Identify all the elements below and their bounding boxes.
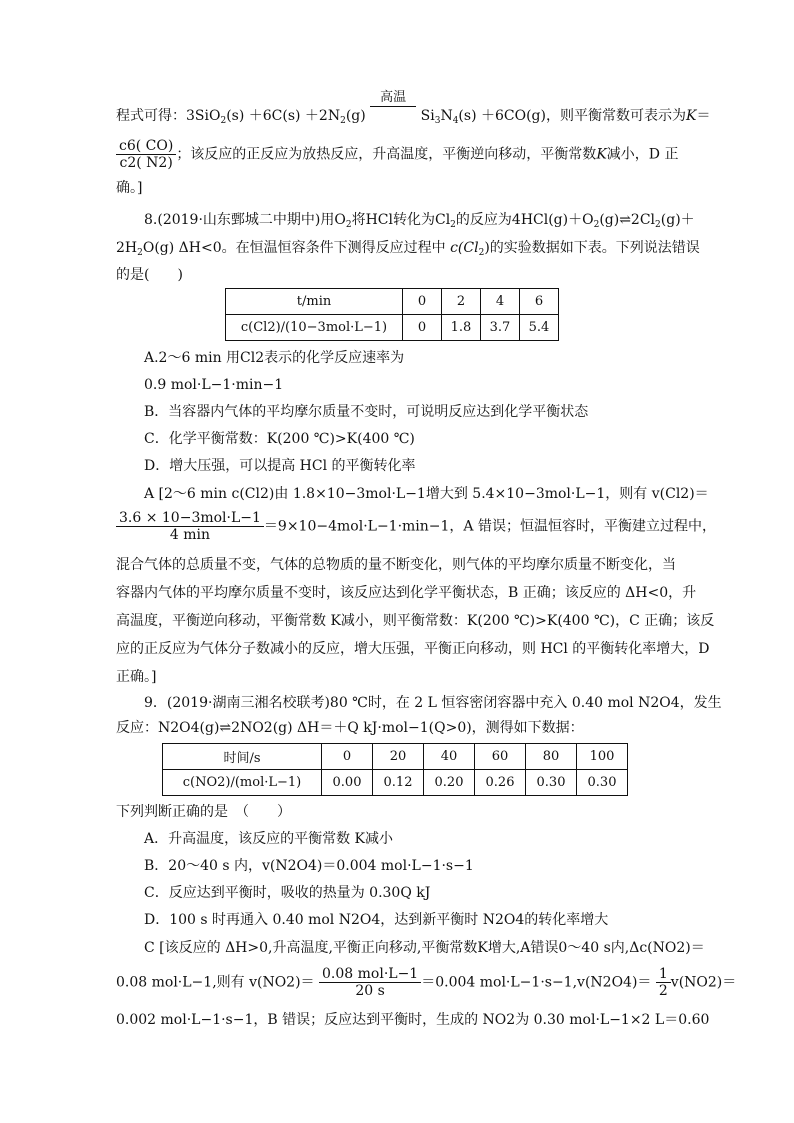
table-row: t/min 0 2 4 6: [226, 289, 559, 315]
equilibrium-fraction: $\frac{c6( CO)}{c2( N2)}$: [116, 138, 176, 171]
table-row: c(NO2)/(mol·L−1) 0.00 0.12 0.20 0.26 0.30 0.30: [163, 770, 628, 796]
q9-answer-line2: 0.08 mol·L−1,则有 v(NO2)＝ $\frac{\text{0.08 mol·L−1}}{20 s}$ ＝0.004 mol·L−1·s−1,v(N2O4)＝ $\frac{1}{2}$ v(NO2)＝: [116, 966, 737, 999]
q8-answer-line3: 混合气体的总质量不变，气体的总物质的量不断变化，则气体的平均摩尔质量不断变化，当: [116, 557, 676, 573]
q8-line3: 的是( ): [116, 267, 183, 283]
q9-line2: 反应：N2O4(g)⇌2NO2(g) ΔH＝＋Q kJ·mol−1(Q>0)，测得如下数据：: [116, 720, 584, 736]
q9-line1: 9．(2019·湖南三湘名校联考)80 ℃时，在 2 L 恒容密闭容器中充入 0.40 mol N2O4，发生: [144, 695, 722, 711]
q8-answer-line1: A [2～6 min c(Cl2)由 1.8×10−3mol·L−1增大到 5.4×10−3mol·L−1，则有 v(Cl2)＝: [144, 486, 709, 502]
q9-data-table: [162, 743, 628, 796]
q8-answer-line2: $\frac{\text{3.6 × 10−3mol·L−1}}{4 \min}$ ＝9×10−4mol·L−1·min−1，A 错误；恒温恒容时，平衡建立过程中，: [116, 510, 716, 543]
q9-stem: 下列判断正确的是 （ ）: [116, 804, 291, 820]
q8-line2: $2H_2O(g)$ ΔH<0。在恒温恒容条件下测得反应过程中 $c(Cl_2)$的实验数据如下表。下列说法错误: [116, 240, 700, 258]
q8-answer-line5: 高温度，平衡逆向移动，平衡常数 K减小，则平衡常数：K(200 ℃)>K(400 ℃)，C 正确；该反: [116, 613, 715, 629]
q9-option-c: C．反应达到平衡时，吸收的热量为 0.30Q kJ: [144, 885, 431, 901]
q8-line1: 8.(2019·山东鄄城二中期中)用$O_2$将HCl转化为$Cl_2$的反应为$4HCl(g)+O_2(g)\rightleftharpoons 2Cl_2(g)+$: [144, 212, 695, 230]
q9-answer-line1: C [该反应的 ΔH>0,升高温度,平衡正向移动,平衡常数K增大,A错误0～40 s内,Δc(NO2)＝: [144, 940, 705, 956]
q8-option-a: A.2～6 min 用Cl2表示的化学反应速率为: [144, 350, 405, 366]
q8-option-a-cont: 0.9 mol·L−1·min−1: [144, 377, 284, 393]
q9-option-d: D．100 s 时再通入 0.40 mol N2O4，达到新平衡时 N2O4的转化率增大: [144, 912, 609, 928]
p1-line3: 确。]: [116, 180, 143, 196]
q9-answer-line3: 0.002 mol·L−1·s−1，B 错误；反应达到平衡时，生成的 NO2为 0.30 mol·L−1×2 L＝0.60: [116, 1012, 710, 1028]
q8-option-d: D．增大压强，可以提高 HCl 的平衡转化率: [144, 458, 416, 474]
q8-answer-line7: 正确。]: [116, 669, 157, 685]
q8-answer-line6: 应的正反应为气体分子数减小的反应，增大压强，平衡正向移动，则 HCl 的平衡转化率增大，D: [116, 641, 710, 657]
reaction-arrow: 高温: [370, 106, 416, 126]
table-row: c(Cl2)/(10−3mol·L−1) 0 1.8 3.7 5.4: [226, 315, 559, 341]
table-row: 时间/s 0 20 40 60 80 100: [163, 744, 628, 770]
q8-answer-line4: 容器内气体的平均摩尔质量不变时，该反应达到化学平衡状态，B 正确；该反应的 ΔH<0，升: [116, 585, 697, 601]
p1-line1: 程式可得：$3SiO_2(s) +6C(s) +2N_2(g)$ 高温 $Si_3N_4(s) +6CO(g)$，则平衡常数可表示为K＝: [116, 90, 711, 126]
q8-option-c: C．化学平衡常数：K(200 ℃)>K(400 ℃): [144, 431, 415, 447]
q8-data-table: [225, 288, 559, 341]
q9-option-b: B．20～40 s 内，v(N2O4)＝0.004 mol·L−1·s−1: [144, 858, 474, 874]
q9-option-a: A．升高温度，该反应的平衡常数 K减小: [144, 831, 394, 847]
p1-line2: $\frac{c6( CO)}{c2( N2)}$ ；该反应的正反应为放热反应，升高温度，平衡逆向移动，平衡常数K减小，D 正: [116, 138, 678, 171]
q8-option-b: B．当容器内气体的平均摩尔质量不变时，可说明反应达到化学平衡状态: [144, 404, 589, 420]
